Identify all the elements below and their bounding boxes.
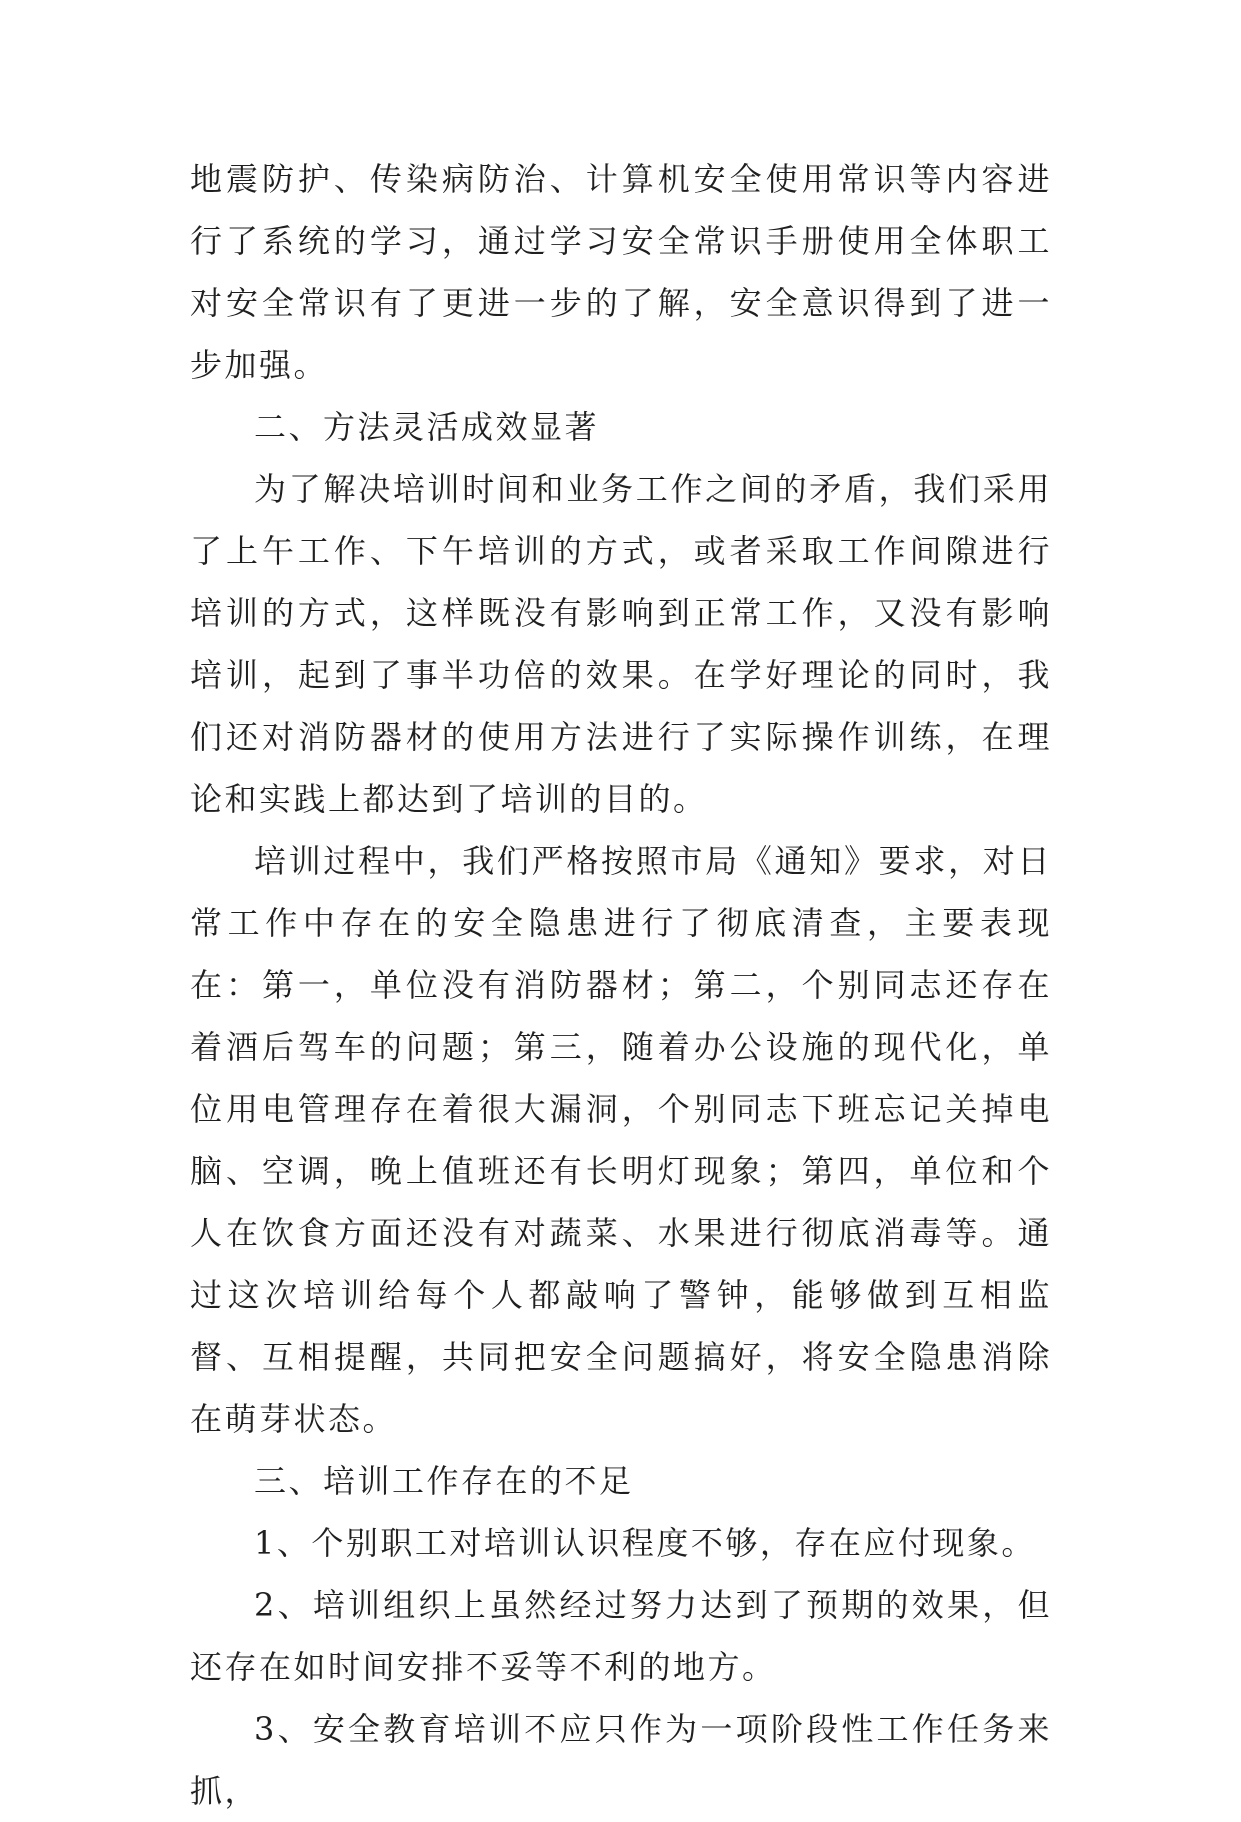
- list-item-3: 3、安全教育培训不应只作为一项阶段性工作任务来抓，: [190, 1710, 1052, 1810]
- document-body: [190, 148, 1052, 1822]
- section-heading-3: 三、培训工作存在的不足: [254, 1462, 634, 1500]
- list-item-1: 1、个别职工对培训认识程度不够，存在应付现象。: [254, 1524, 1036, 1562]
- list-item-2: 2、培训组织上虽然经过努力达到了预期的效果，但还存在如时间安排不妥等不利的地方。: [190, 1586, 1052, 1686]
- paragraph-3: 培训过程中，我们严格按照市局《通知》要求，对日常工作中存在的安全隐患进行了彻底清查，主要表现在：第一，单位没有消防器材；第二，个别同志还存在着酒后驾车的问题；第三，随着办公设施的现代化，单位用电管理存在着很大漏洞，个别同志下班忘记关掉电脑、空调，晚上值班还有长明灯现象；第四，单位和个人在饮食方面还没有对蔬菜、水果进行彻底消毒等。通过这次培训给每个人都敲响了警钟，能够做到互相监督、互相提醒，共同把安全问题搞好，将安全隐患消除在萌芽状态。: [190, 842, 1052, 1438]
- section-heading-2: 二、方法灵活成效显著: [254, 408, 600, 446]
- paragraph-2: 为了解决培训时间和业务工作之间的矛盾，我们采用了上午工作、下午培训的方式，或者采取工作间隙进行培训的方式，这样既没有影响到正常工作，又没有影响培训，起到了事半功倍的效果。在学好理论的同时，我们还对消防器材的使用方法进行了实际操作训练，在理论和实践上都达到了培训的目的。: [190, 470, 1052, 818]
- paragraph-1: 地震防护、传染病防治、计算机安全使用常识等内容进行了系统的学习，通过学习安全常识手册使用全体职工对安全常识有了更进一步的了解，安全意识得到了进一步加强。: [190, 160, 1052, 384]
